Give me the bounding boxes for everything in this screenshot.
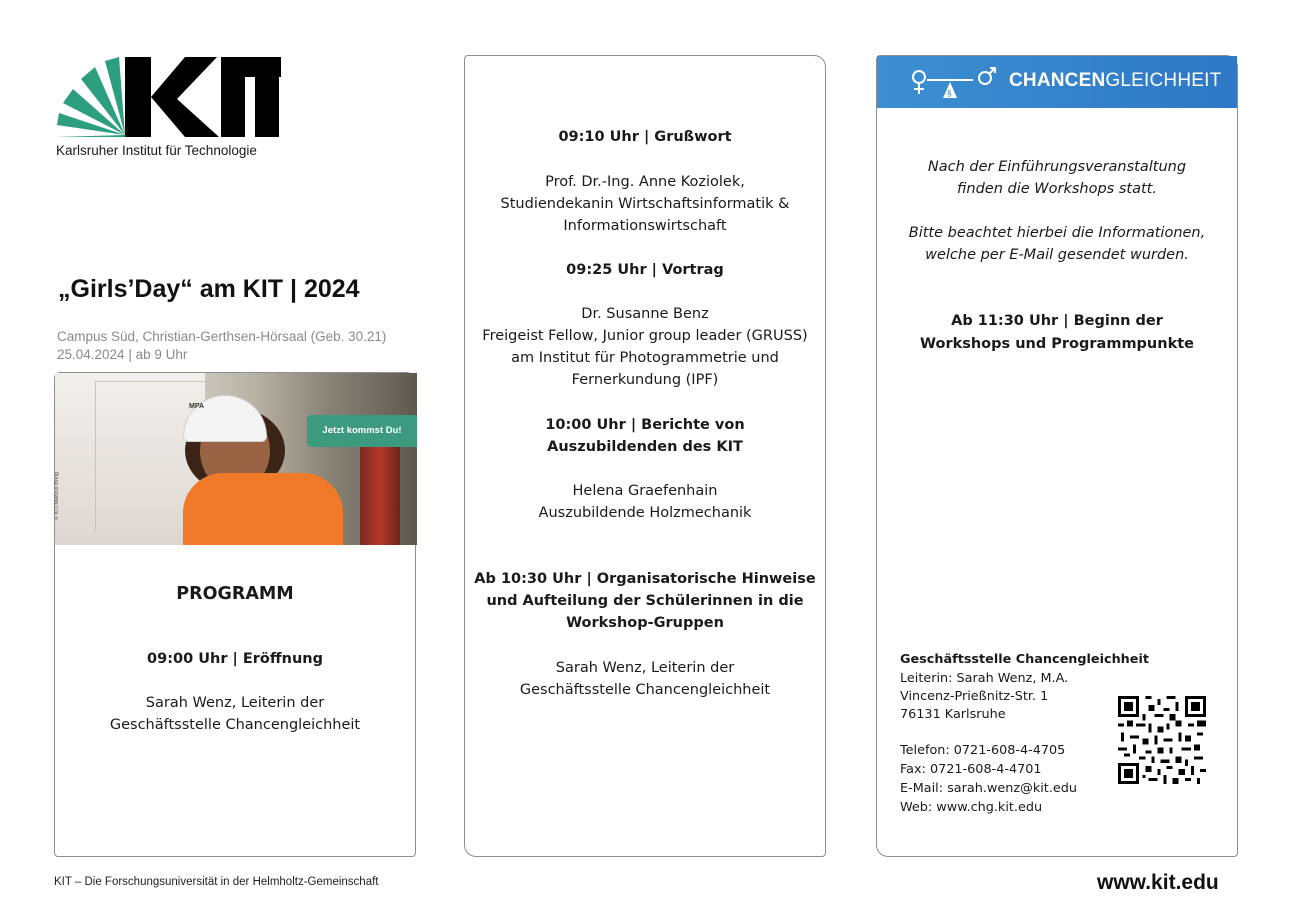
- program-item-time: Auszubildenden des KIT: [547, 439, 743, 455]
- program-item-speaker: Auszubildende Holzmechanik: [538, 505, 752, 521]
- program-item-time: Workshop-Gruppen: [566, 615, 724, 631]
- chancengleichheit-wordmark: CHANCENGLEICHHEIT: [1009, 70, 1222, 91]
- workshop-intro: Nach der Einführungsveranstaltung: [927, 159, 1187, 175]
- program-item-speaker: Dr. Susanne Benz: [581, 306, 709, 322]
- program-item-time: 09:25 Uhr | Vortrag: [566, 262, 724, 278]
- event-photo: [55, 373, 417, 545]
- event-title: „Girls’Day“ am KIT | 2024: [58, 275, 360, 303]
- svg-text:§: §: [947, 89, 952, 98]
- contact-street: Vincenz-Prießnitz-Str. 1: [900, 689, 1049, 704]
- program-item-speaker: Geschäftsstelle Chancengleichheit: [109, 717, 361, 733]
- program-item-speaker: Freigeist Fellow, Junior group leader (GRUSS): [482, 328, 808, 344]
- program-item-speaker: Geschäftsstelle Chancengleichheit: [519, 682, 771, 698]
- helmet-label: MPA: [189, 403, 205, 410]
- email-note: Bitte beachtet hierbei die Informationen,: [908, 225, 1206, 241]
- event-location: Campus Süd, Christian-Gerthsen-Hörsaal (Geb. 30.21): [57, 329, 387, 344]
- program-panel-left: [54, 372, 416, 857]
- program-item-time: 09:00 Uhr | Eröffnung: [147, 651, 323, 667]
- contact-email[interactable]: E-Mail: sarah.wenz@kit.edu: [900, 781, 1077, 796]
- kit-logo-graphic: [55, 55, 287, 141]
- program-item-time: 09:10 Uhr | Grußwort: [558, 129, 732, 145]
- program-item-speaker: Helena Graefenhain: [572, 483, 718, 499]
- event-date: 25.04.2024 | ab 9 Uhr: [57, 347, 188, 362]
- photo-badge: Jetzt kommst Du!: [307, 415, 417, 447]
- program-item-speaker: am Institut für Photogrammetrie und: [511, 350, 779, 366]
- chancengleichheit-panel: [876, 55, 1238, 857]
- kit-logo: [55, 55, 287, 159]
- kit-logo-subtitle: Karlsruher Institut für Technologie: [56, 143, 257, 158]
- contact-fax: Fax: 0721-608-4-4701: [900, 762, 1042, 777]
- contact-web[interactable]: Web: www.chg.kit.edu: [900, 800, 1043, 815]
- workshop-start: Ab 11:30 Uhr | Beginn der: [951, 313, 1163, 329]
- program-item-speaker: Sarah Wenz, Leiterin der: [145, 695, 325, 711]
- program-item-time: 10:00 Uhr | Berichte von: [545, 417, 745, 433]
- contact-head: Leiterin: Sarah Wenz, M.A.: [900, 671, 1069, 686]
- program-item-speaker: Sarah Wenz, Leiterin der: [555, 660, 735, 676]
- program-panel-middle: [464, 55, 826, 857]
- program-item-speaker: Fernerkundung (IPF): [571, 372, 719, 388]
- email-note: welche per E-Mail gesendet wurden.: [925, 247, 1189, 263]
- footer-website-link[interactable]: www.kit.edu: [1097, 871, 1219, 894]
- program-heading: PROGRAMM: [176, 584, 294, 604]
- equality-scale-icon: [907, 60, 1003, 104]
- chancengleichheit-banner: [877, 56, 1237, 108]
- workshop-start: Workshops und Programmpunkte: [920, 336, 1194, 352]
- contact-city: 76131 Karlsruhe: [900, 707, 1006, 722]
- program-item-time: Ab 10:30 Uhr | Organisatorische Hinweise: [474, 571, 816, 587]
- workshop-intro: finden die Workshops statt.: [957, 181, 1157, 197]
- program-item-speaker: Studiendekanin Wirtschaftsinformatik &: [500, 196, 790, 212]
- qr-code: [1118, 696, 1206, 784]
- program-item-speaker: Prof. Dr.-Ing. Anne Koziolek,: [545, 174, 745, 190]
- program-item-time: und Aufteilung der Schülerinnen in die: [486, 593, 804, 609]
- footer-tagline: KIT – Die Forschungsuniversität in der Helmholtz-Gemeinschaft: [54, 876, 379, 888]
- contact-phone: Telefon: 0721-608-4-4705: [900, 743, 1066, 758]
- program-item-speaker: Informationswirtschaft: [563, 218, 727, 234]
- contact-org: Geschäftsstelle Chancengleichheit: [900, 652, 1149, 667]
- photo-credit: © KIT/Markus Breig: [54, 471, 61, 521]
